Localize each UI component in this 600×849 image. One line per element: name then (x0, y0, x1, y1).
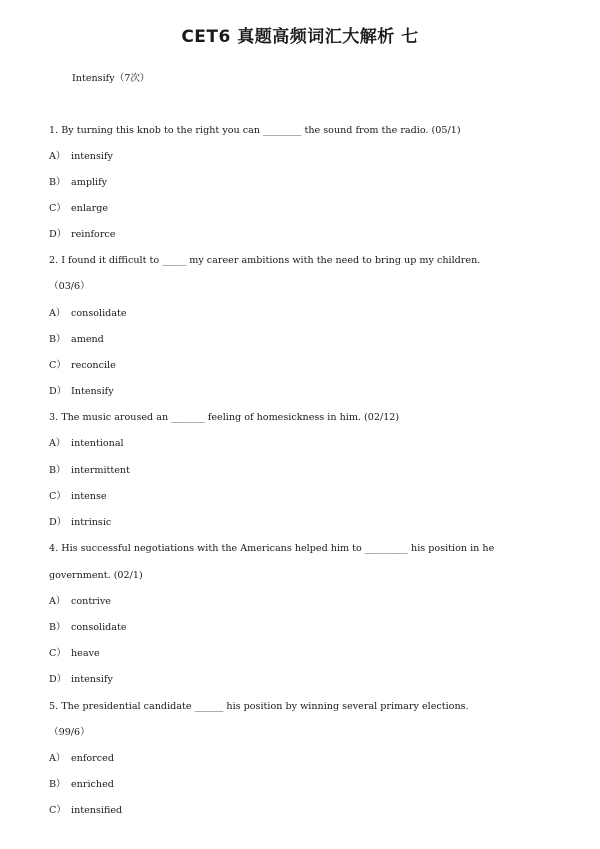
option-text: intense (71, 491, 107, 502)
option-text: reinforce (71, 229, 116, 240)
option-1b (49, 176, 560, 190)
option-5c (49, 804, 560, 818)
option-text: enforced (71, 753, 114, 764)
option-2a (49, 307, 560, 321)
option-letter: B） (49, 779, 66, 790)
option-text: amplify (71, 177, 108, 188)
option-4c (49, 647, 560, 661)
option-4b (49, 621, 560, 635)
option-letter: B） (49, 177, 66, 188)
option-letter: C） (49, 203, 66, 214)
option-letter: A） (49, 438, 66, 449)
subtitle: Intensify（7次） (72, 73, 150, 84)
option-text: enriched (71, 779, 114, 790)
option-text: intentional (71, 438, 124, 449)
option-letter: C） (49, 491, 66, 502)
question-4-continued: government. (02/1) (49, 570, 143, 581)
option-text: enlarge (71, 203, 109, 214)
option-text: amend (71, 334, 104, 345)
option-letter: C） (49, 648, 66, 659)
question-2-continued: （03/6） (49, 281, 90, 292)
option-text: intensify (71, 674, 113, 685)
option-letter: C） (49, 360, 66, 371)
option-3a (49, 437, 560, 451)
option-1d (49, 228, 560, 242)
question-5-continued: （99/6） (49, 727, 90, 738)
option-4d (49, 673, 560, 687)
option-5b (49, 778, 560, 792)
option-2b (49, 333, 560, 347)
option-text: intensified (71, 805, 123, 816)
option-5a (49, 752, 560, 766)
option-1a (49, 150, 560, 164)
option-letter: C） (49, 805, 66, 816)
page-title: CET6 真题高频词汇大解析 七 (181, 27, 419, 47)
option-text: consolidate (71, 308, 127, 319)
option-letter: A） (49, 151, 66, 162)
option-text: contrive (71, 596, 111, 607)
option-letter: A） (49, 596, 66, 607)
option-letter: B） (49, 465, 66, 476)
option-3d (49, 516, 560, 530)
question-1: 1. By turning this knob to the right you can ________ the sound from the radio. (05/1) (49, 125, 461, 136)
option-letter: D） (49, 517, 67, 528)
option-letter: B） (49, 334, 66, 345)
option-letter: A） (49, 753, 66, 764)
option-text: intermittent (71, 465, 130, 476)
option-text: reconcile (71, 360, 116, 371)
option-1c (49, 202, 560, 216)
question-4: 4. His successful negotiations with the Americans helped him to _________ his position in he (49, 543, 495, 554)
option-3c (49, 490, 560, 504)
option-3b (49, 464, 560, 478)
option-text: Intensify (71, 386, 114, 397)
option-text: consolidate (71, 622, 127, 633)
option-text: heave (71, 648, 100, 659)
question-5: 5. The presidential candidate ______ his position by winning several primary elections. (49, 701, 469, 712)
option-letter: D） (49, 386, 67, 397)
question-3: 3. The music aroused an _______ feeling of homesickness in him. (02/12) (49, 412, 400, 423)
option-2c (49, 359, 560, 373)
option-letter: A） (49, 308, 66, 319)
option-text: intensify (71, 151, 113, 162)
option-letter: D） (49, 674, 67, 685)
option-letter: B） (49, 622, 66, 633)
option-letter: D） (49, 229, 67, 240)
option-2d (49, 385, 560, 399)
option-4a (49, 595, 560, 609)
question-2: 2. I found it difficult to _____ my career ambitions with the need to bring up my children. (49, 255, 481, 266)
option-text: intrinsic (71, 517, 112, 528)
